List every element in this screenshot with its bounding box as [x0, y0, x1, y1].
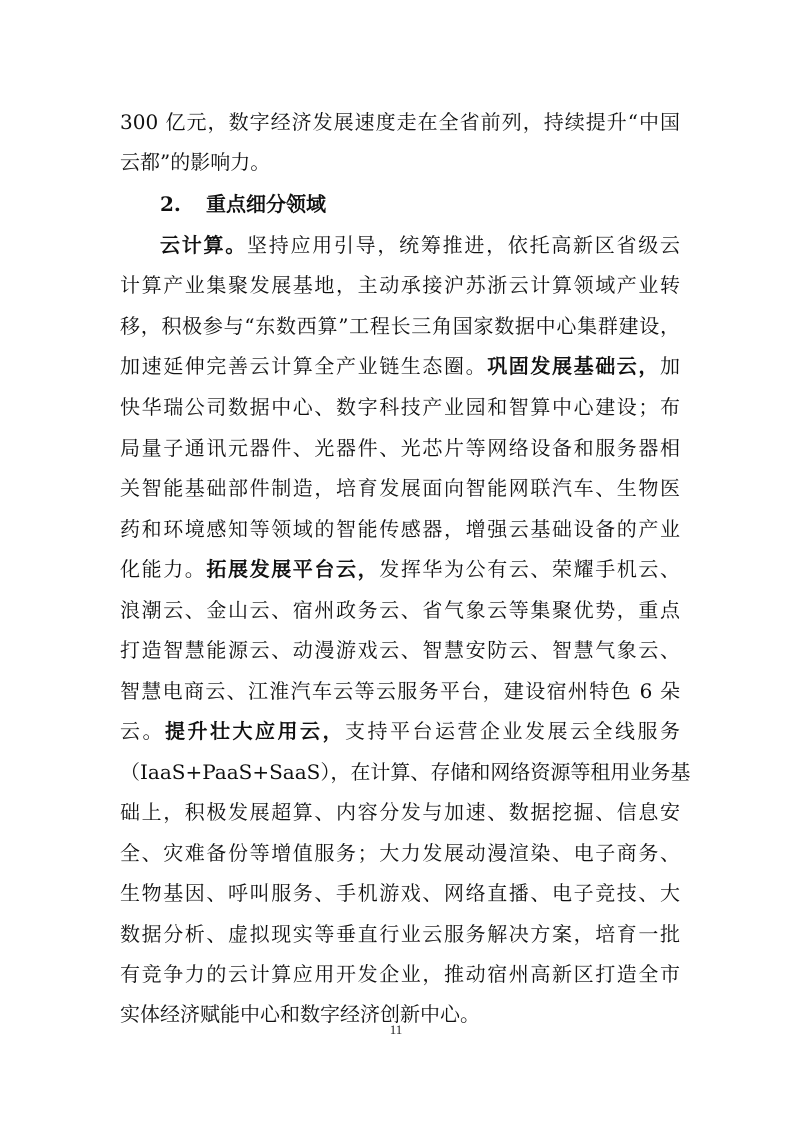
paragraph-line: 关智能基础部件制造，培育发展面向智能网联汽车、生物医: [120, 476, 680, 500]
paragraph-line: 化能力。拓展发展平台云，发挥华为公有云、荣耀手机云、: [120, 557, 681, 581]
bold-term: 拓展发展平台云，: [206, 557, 380, 581]
paragraph-line: 计算产业集聚发展基地，主动承接沪苏浙云计算领域产业转: [120, 273, 680, 297]
paragraph-line: 数据分析、虚拟现实等垂直行业云服务解决方案，培育一批: [120, 922, 680, 946]
bold-term: 提升壮大应用云，: [165, 719, 345, 743]
page-number: 11: [389, 1022, 403, 1037]
paragraph-line: 础上，积极发展超算、内容分发与加速、数据挖掘、信息安: [120, 800, 680, 824]
paragraph-line: 药和环境感知等领域的智能传感器，增强云基础设备的产业: [120, 517, 680, 541]
paragraph-line: 全、灾难备份等增值服务；大力发展动漫渲染、电子商务、: [120, 841, 680, 865]
paragraph-line: 浪潮云、金山云、宿州政务云、省气象云等集聚优势，重点: [120, 598, 680, 622]
paragraph-line: 打造智慧能源云、动漫游戏云、智慧安防云、智慧气象云、: [120, 638, 680, 662]
paragraph-line: 移，积极参与“东数西算”工程长三角国家数据中心集群建设，: [120, 314, 680, 338]
paragraph-line: 云。提升壮大应用云，支持平台运营企业发展云全线服务: [120, 719, 680, 743]
paragraph-line: （IaaS+PaaS+SaaS），在计算、存储和网络资源等租用业务基: [120, 760, 691, 784]
paragraph-line: 300 亿元，数字经济发展速度走在全省前列，持续提升“中国: [120, 110, 680, 134]
paragraph-line: 局量子通讯元器件、光器件、光芯片等网络设备和服务器相: [120, 436, 680, 460]
section-heading: [160, 190, 680, 218]
paragraph-line: 智慧电商云、江淮汽车云等云服务平台，建设宿州特色 6 朵: [120, 679, 680, 703]
bold-term: 云计算。: [160, 233, 247, 257]
section-number: 2.: [160, 192, 181, 216]
paragraph-line: 加速延伸完善云计算全产业链生态圈。巩固发展基础云，加: [120, 354, 681, 378]
paragraph-line: 快华瑞公司数据中心、数字科技产业园和智算中心建设；布: [120, 395, 680, 419]
paragraph-line: 生物基因、呼叫服务、手机游戏、网络直播、电子竞技、大: [120, 881, 680, 905]
paragraph-line: 实体经济赋能中心和数字经济创新中心。: [120, 1002, 480, 1026]
section-title: 重点细分领域: [206, 192, 326, 216]
paragraph-line: 云都”的影响力。: [120, 150, 271, 174]
paragraph-line: 有竞争力的云计算应用开发企业，推动宿州高新区打造全市: [120, 962, 680, 986]
bold-term: 巩固发展基础云，: [487, 354, 661, 378]
paragraph-line: 云计算。坚持应用引导，统筹推进，依托高新区省级云: [160, 233, 681, 257]
